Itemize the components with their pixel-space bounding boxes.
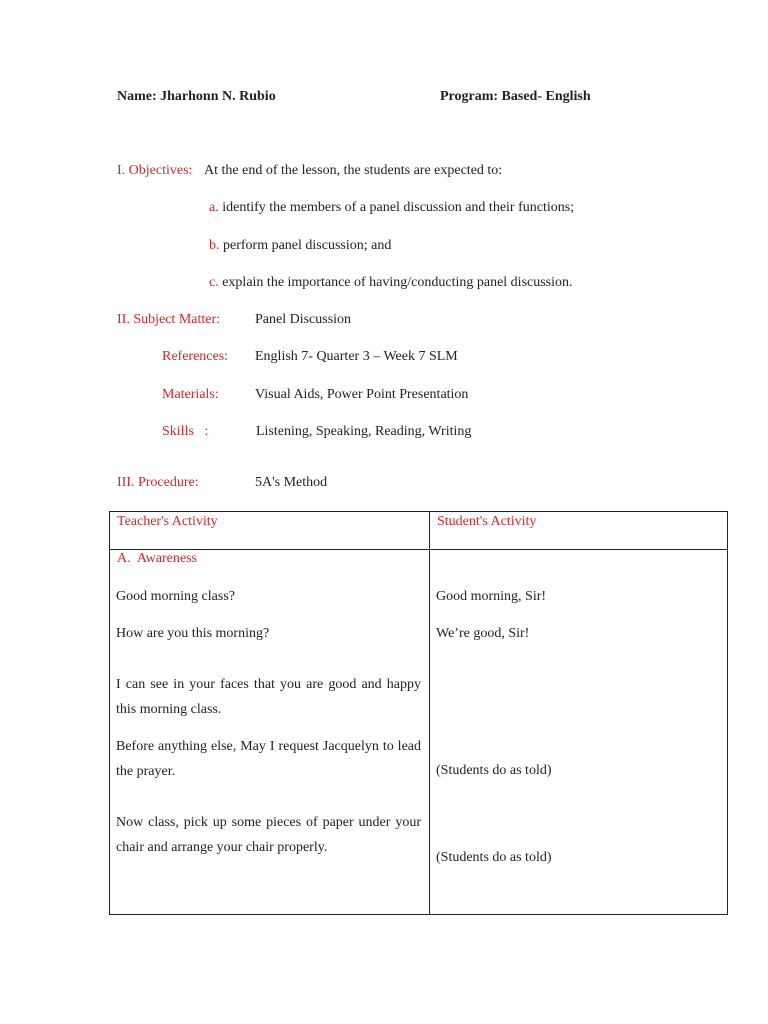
student-activity-cell: [430, 550, 728, 915]
objective-letter: b.: [209, 238, 220, 253]
references-value: English 7- Quarter 3 – Week 7 SLM: [255, 349, 458, 364]
objective-text: explain the importance of having/conducting panel discussion.: [222, 275, 573, 290]
teacher-activity-header: Teacher's Activity: [117, 514, 218, 529]
teacher-activity-cell: [110, 550, 430, 915]
student-line: Good morning, Sir!: [436, 589, 547, 604]
objectives-heading: I. Objectives:: [117, 163, 193, 178]
student-line: We’re good, Sir!: [436, 626, 530, 641]
materials-label: Materials:: [162, 387, 219, 402]
awareness-section-title: A. Awareness: [117, 551, 197, 566]
student-line: (Students do as told): [436, 850, 552, 865]
references-label: References:: [162, 349, 229, 364]
skills-value: Listening, Speaking, Reading, Writing: [256, 424, 472, 439]
objective-text: identify the members of a panel discussion and their functions;: [222, 200, 575, 215]
student-line: (Students do as told): [436, 763, 552, 778]
activity-table: [109, 511, 728, 915]
objective-item-b: [209, 237, 391, 255]
skills-label: Skills :: [162, 424, 209, 439]
objective-item-a: [209, 199, 574, 217]
procedure-value: 5A's Method: [255, 475, 328, 490]
procedure-heading: III. Procedure:: [117, 475, 199, 490]
objectives-intro: At the end of the lesson, the students are expected to:: [204, 163, 503, 178]
teacher-line: I can see in your faces that you are good and happy this morning class.: [116, 677, 421, 717]
student-activity-header: Student's Activity: [437, 514, 537, 529]
teacher-line: How are you this morning?: [116, 626, 270, 641]
table-row: [110, 550, 728, 915]
table-header-row: [110, 512, 728, 550]
subject-matter-heading: II. Subject Matter:: [117, 312, 221, 327]
materials-value: Visual Aids, Power Point Presentation: [255, 387, 469, 402]
objective-letter: a.: [209, 200, 219, 215]
student-header-cell: [430, 512, 728, 550]
teacher-line: Good morning class?: [116, 589, 235, 604]
teacher-header-cell: [110, 512, 430, 550]
student-name: Name: Jharhonn N. Rubio: [117, 89, 276, 104]
subject-matter-value: Panel Discussion: [255, 312, 352, 327]
objective-item-c: [209, 274, 573, 292]
objective-letter: c.: [209, 275, 219, 290]
teacher-line: Before anything else, May I request Jacquelyn to lead the prayer.: [116, 739, 421, 779]
program-label: Program: Based- English: [440, 89, 591, 104]
objective-text: perform panel discussion; and: [223, 238, 392, 253]
teacher-line: Now class, pick up some pieces of paper under your chair and arrange your chair properly.: [116, 815, 421, 855]
